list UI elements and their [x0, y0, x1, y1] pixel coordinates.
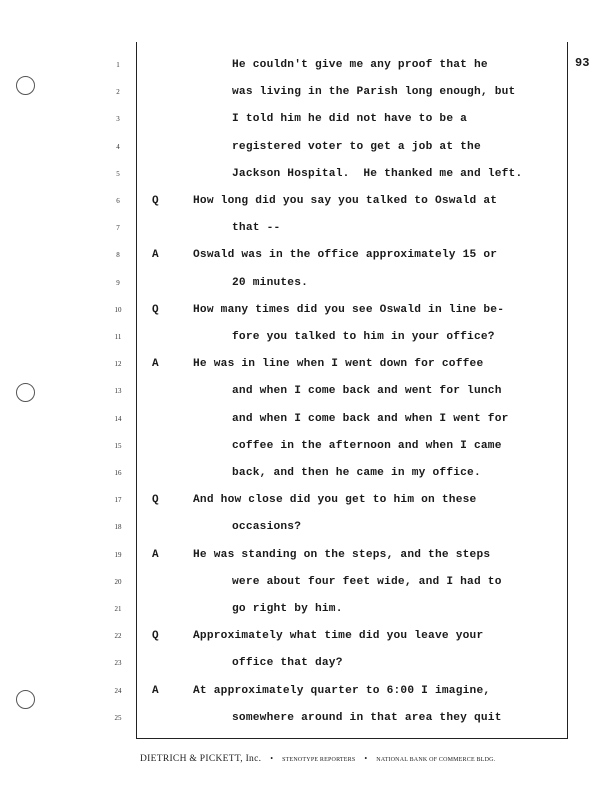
- line-number: 13: [114, 387, 122, 396]
- line-number: 7: [116, 224, 120, 233]
- line-text: fore you talked to him in your office?: [232, 331, 495, 343]
- transcript-line: [0, 630, 612, 650]
- transcript-line: [0, 331, 612, 351]
- line-text: and when I come back and went for lunch: [232, 385, 502, 398]
- line-number: 3: [116, 115, 120, 124]
- page-number: 93: [575, 56, 590, 70]
- question-label: Q: [152, 195, 159, 207]
- transcript-line: [0, 576, 612, 596]
- line-number: 10: [114, 305, 122, 314]
- transcript-line: [0, 86, 612, 106]
- line-text: How long did you say you talked to Oswald at: [193, 195, 498, 207]
- line-number: 18: [114, 523, 122, 532]
- line-text: I told him he did not have to be a: [232, 113, 468, 126]
- answer-label: A: [152, 249, 159, 262]
- transcript-line: [0, 712, 612, 732]
- transcript-line: [0, 603, 612, 623]
- line-text: And how close did you get to him on these: [193, 494, 477, 507]
- line-number: 17: [114, 496, 122, 505]
- transcript-line: [0, 413, 612, 433]
- line-number: 11: [114, 333, 122, 341]
- line-number: 2: [116, 88, 120, 97]
- line-text: How many times did you see Oswald in line be-: [193, 303, 505, 316]
- line-text: occasions?: [232, 521, 302, 534]
- transcript-line: [0, 467, 612, 487]
- answer-label: A: [152, 548, 159, 561]
- reporter-footer: [140, 748, 565, 766]
- line-number: 19: [114, 550, 122, 559]
- line-number: 12: [114, 360, 122, 369]
- firm-service: STENOTYPE REPORTERS: [282, 757, 356, 763]
- transcript-line: [0, 195, 612, 215]
- firm-address: NATIONAL BANK OF COMMERCE BLDG.: [376, 757, 496, 763]
- transcript-line: [0, 521, 612, 541]
- transcript-line: [0, 494, 612, 514]
- line-text: At approximately quarter to 6:00 I imagine,: [193, 684, 491, 697]
- line-text: registered voter to get a job at the: [232, 140, 481, 153]
- line-number: 22: [114, 632, 122, 641]
- transcript-line: [0, 358, 612, 378]
- answer-label: A: [152, 358, 159, 371]
- line-number: 23: [114, 659, 122, 668]
- transcript-line: [0, 549, 612, 569]
- line-text: were about four feet wide, and I had to: [232, 575, 502, 588]
- question-label: Q: [152, 303, 159, 316]
- line-text: that --: [232, 222, 281, 235]
- line-text: Jackson Hospital. He thanked me and left.: [232, 167, 523, 180]
- line-text: He was in line when I went down for coffee: [193, 358, 484, 371]
- answer-label: A: [152, 684, 159, 697]
- line-text: somewhere around in that area they quit: [232, 711, 502, 724]
- line-text: He couldn't give me any proof that he: [232, 59, 488, 71]
- line-text: coffee in the afternoon and when I came: [232, 439, 502, 452]
- line-text: 20 minutes.: [232, 276, 309, 289]
- line-number: 1: [116, 61, 120, 69]
- transcript-line: [0, 385, 612, 405]
- transcript-line: [0, 113, 612, 133]
- line-text: was living in the Parish long enough, but: [232, 86, 516, 99]
- line-number: 21: [114, 605, 122, 613]
- line-number: 24: [114, 686, 122, 695]
- line-number: 5: [116, 169, 120, 178]
- transcript-line: [0, 277, 612, 297]
- line-text: He was standing on the steps, and the steps: [193, 548, 491, 561]
- transcript-line: [0, 685, 612, 705]
- transcript-line: [0, 59, 612, 79]
- line-number: 9: [116, 278, 120, 287]
- line-text: Approximately what time did you leave your: [193, 630, 484, 643]
- line-number: 4: [116, 142, 120, 151]
- question-label: Q: [152, 494, 159, 507]
- line-text: Oswald was in the office approximately 15 or: [193, 249, 498, 262]
- transcript-line: [0, 304, 612, 324]
- bottom-rule: [136, 738, 568, 739]
- transcript-line: [0, 440, 612, 460]
- line-number: 14: [114, 414, 122, 423]
- firm-name: DIETRICH & PICKETT, Inc.: [140, 754, 262, 764]
- line-text: office that day?: [232, 657, 343, 670]
- transcript-line: [0, 222, 612, 242]
- transcript-line: [0, 657, 612, 677]
- line-text: and when I come back and when I went for: [232, 412, 509, 425]
- line-number: 8: [116, 251, 120, 260]
- line-number: 15: [114, 441, 122, 450]
- line-text: go right by him.: [232, 603, 343, 615]
- line-number: 25: [114, 713, 122, 722]
- transcript-line: [0, 168, 612, 188]
- transcript-line: [0, 249, 612, 269]
- line-text: back, and then he came in my office.: [232, 467, 481, 479]
- line-number: 6: [116, 197, 120, 205]
- line-number: 20: [114, 577, 122, 586]
- question-label: Q: [152, 630, 159, 643]
- transcript-line: [0, 141, 612, 161]
- footer-separator: •: [270, 754, 274, 763]
- footer-separator: •: [364, 754, 368, 763]
- line-number: 16: [114, 469, 122, 477]
